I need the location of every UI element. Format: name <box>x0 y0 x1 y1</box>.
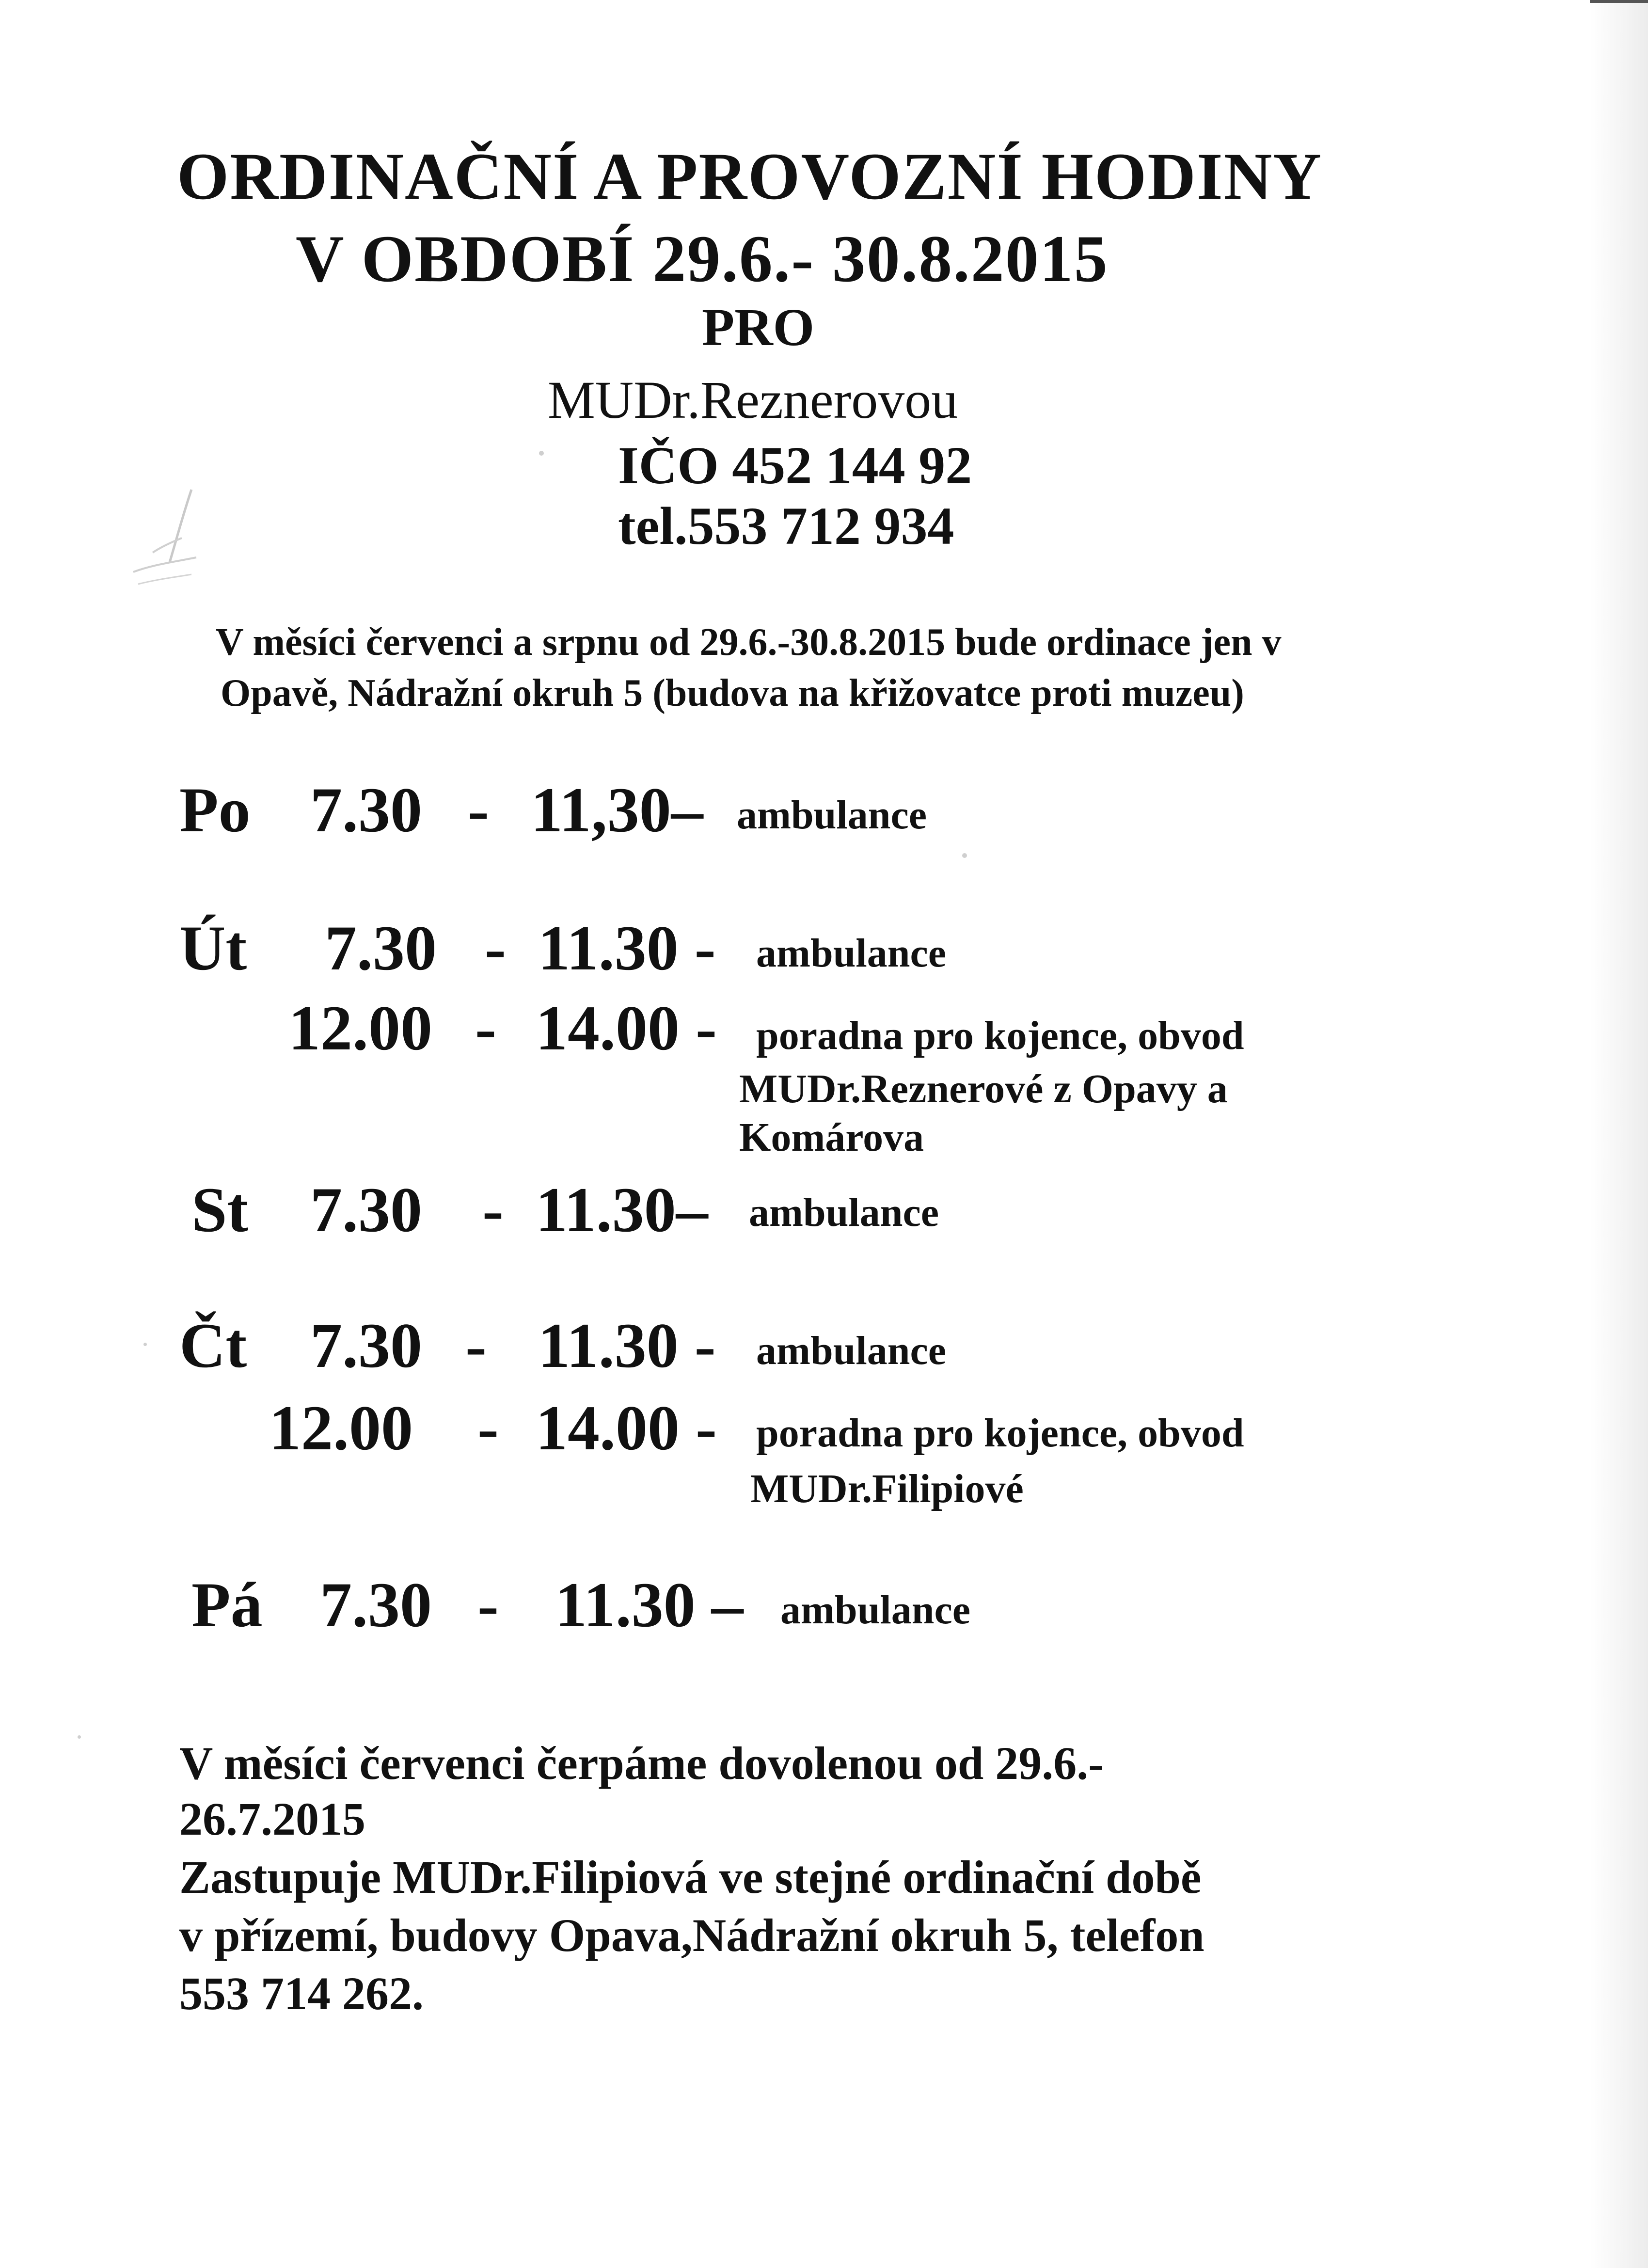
ct-start-time-2: 12.00 <box>269 1392 413 1463</box>
pen-scribble-mark <box>124 480 206 606</box>
ct-end-time-2: 14.00 - <box>536 1392 717 1463</box>
pa-description: ambulance <box>780 1587 971 1633</box>
day-ct: Čt <box>179 1310 247 1381</box>
day-ut: Út <box>179 912 247 983</box>
scan-speck <box>78 1735 81 1739</box>
po-description: ambulance <box>737 793 927 838</box>
po-end-time: 11,30– <box>531 774 703 845</box>
ct-dash: - <box>465 1310 487 1381</box>
ut-dash-2: - <box>475 992 496 1063</box>
notice-line-4: v přízemí, budovy Opava,Nádražní okruh 5, telefon <box>179 1909 1204 1961</box>
title-line-1: ORDINAČNÍ A PROVOZNÍ HODINY <box>177 139 1322 213</box>
ct-description: ambulance <box>756 1328 947 1373</box>
notice-line-2: 26.7.2015 <box>179 1793 365 1845</box>
notice-line-3: Zastupuje MUDr.Filipiová ve stejné ordinační době <box>179 1851 1202 1903</box>
intro-line-2: Opavě, Nádražní okruh 5 (budova na křižovatce proti muzeu) <box>221 672 1244 714</box>
ct-dash-2: - <box>477 1392 499 1463</box>
scan-edge <box>1590 0 1648 2268</box>
ct-end-time: 11.30 - <box>538 1310 716 1381</box>
pa-start-time: 7.30 <box>320 1569 432 1640</box>
st-end-time: 11.30– <box>536 1174 708 1245</box>
ct-description-2-line-2: MUDr.Filipiové <box>750 1466 1024 1511</box>
ut-start-time-2: 12.00 <box>288 992 432 1063</box>
title-line-2: V OBDOBÍ 29.6.- 30.8.2015 <box>296 222 1109 296</box>
ut-start-time: 7.30 <box>325 912 437 983</box>
ct-description-2: poradna pro kojence, obvod <box>756 1411 1244 1456</box>
header-ico: IČO 452 144 92 <box>618 436 972 495</box>
ut-description-2-line-3: Komárova <box>739 1115 924 1160</box>
ut-description: ambulance <box>756 931 947 976</box>
pa-end-time: 11.30 – <box>555 1569 744 1640</box>
day-pa: Pá <box>191 1569 263 1640</box>
ut-description-2: poradna pro kojence, obvod <box>756 1013 1244 1058</box>
ut-end-time: 11.30 - <box>538 912 716 983</box>
ut-end-time-2: 14.00 - <box>536 992 717 1063</box>
header-pro: PRO <box>702 298 815 357</box>
intro-line-1: V měsíci červenci a srpnu od 29.6.-30.8.2015 bude ordinace jen v <box>216 621 1282 664</box>
pa-dash: - <box>477 1569 499 1640</box>
po-dash: - <box>468 774 489 845</box>
header-tel: tel.553 712 934 <box>618 496 954 555</box>
header-doctor: MUDr.Reznerovou <box>548 370 958 429</box>
st-start-time: 7.30 <box>310 1174 422 1245</box>
po-start-time: 7.30 <box>310 774 422 845</box>
ut-dash: - <box>485 912 506 983</box>
ut-description-2-line-2: MUDr.Reznerové z Opavy a <box>739 1066 1228 1111</box>
day-st: St <box>191 1174 249 1245</box>
scan-speck <box>539 451 544 456</box>
st-dash: - <box>482 1174 504 1245</box>
day-po: Po <box>179 774 251 845</box>
notice-line-1: V měsíci červenci čerpáme dovolenou od 29.6.- <box>179 1737 1104 1789</box>
ct-start-time: 7.30 <box>310 1310 422 1381</box>
scan-speck <box>962 853 967 858</box>
scan-speck <box>143 1343 147 1346</box>
scan-topline <box>1590 0 1648 3</box>
st-description: ambulance <box>749 1190 939 1235</box>
notice-line-5: 553 714 262. <box>179 1967 424 2019</box>
